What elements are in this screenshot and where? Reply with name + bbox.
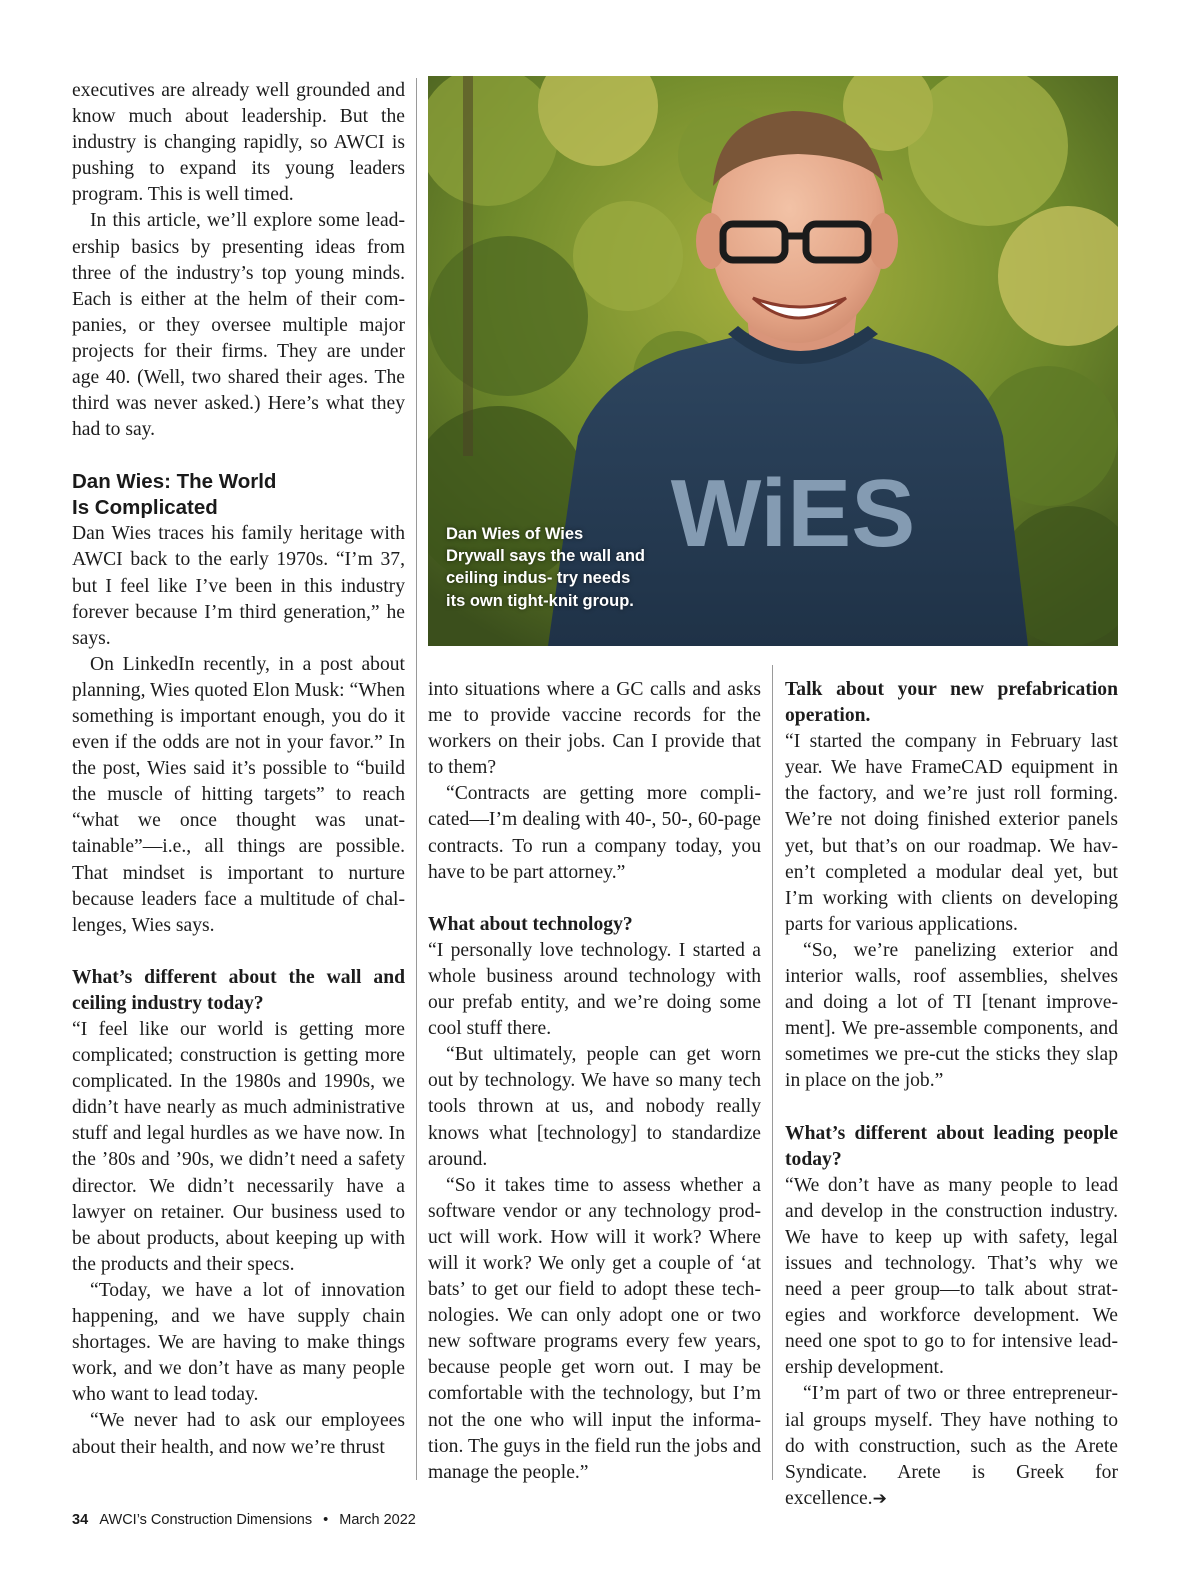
page-number: 34: [72, 1512, 89, 1528]
interview-question: What’s different about leading people today?: [785, 1122, 1118, 1170]
shirt-logo-text: WiES: [670, 460, 916, 567]
body-paragraph: In this article, we’ll explore some leadership basics by presenting ideas from three of the industry’s top young minds. Each is either at the helm of their companies, or they oversee multiple major projects for their firms. They are under age 40. (Well, two shared their ages. The third was never asked.) Here’s what they had to say.: [72, 210, 405, 441]
body-paragraph: “So it takes time to assess whether a software vendor or any technology product will work. How will it work? Where will it work? We only get a couple of ‘at bats’ to get our field to adopt these technologies. We can only adopt one or two new software programs every few years, because people get worn out. I may be comfortable with the technology, but I’m not the one who will input the information. The guys in the field run the jobs and manage the people.”: [428, 1174, 761, 1483]
body-paragraph: “So, we’re panelizing exterior and interior walls, roof assemblies, shelves and doing a lot of TI [tenant improvement]. We pre-assemble components, and sometimes we pre-cut the sticks they slap in place on the job.”: [785, 939, 1118, 1092]
body-paragraph: “Contracts are getting more complicated—I’m dealing with 40-, 50-, 60-page contracts. To run a company today, you have to be part attorney.”: [428, 783, 761, 883]
section-heading: [72, 469, 405, 521]
article-column-2: [428, 677, 761, 1486]
photo-caption: Dan Wies of Wies Drywall says the wall and ceiling indus- try needs its own tight-knit group.: [446, 525, 645, 610]
article-column-3: [785, 677, 1118, 1512]
interview-question: What’s different about the wall and ceiling industry today?: [72, 966, 405, 1014]
body-paragraph: “We don’t have as many people to lead and develop in the construction industry. We have to keep up with safety, legal issues and technology. That’s why we need a peer group—to talk about strategies and workforce development. We need one spot to go to for intensive leadership development.: [785, 1174, 1118, 1379]
body-paragraph: On LinkedIn recently, in a post about planning, Wies quoted Elon Musk: “When something is important enough, you do it even if the odds are not in your favor.” In the post, Wies said it’s possible to “build the muscle of hitting targets” to reach “what we once thought was unattainable”—i.e., all things are possible. That mindset is important to nurture because leaders face a multitude of challenges, Wies says.: [72, 653, 405, 936]
body-paragraph: “I personally love technology. I started a whole business around technology with our prefab entity, and we’re doing some cool stuff there.: [428, 939, 761, 1040]
section-heading-line-1: Dan Wies: The World: [72, 470, 277, 494]
issue-date: March 2022: [339, 1512, 416, 1528]
article-column-1: [72, 78, 405, 1461]
body-paragraph: “Today, we have a lot of innovation happening, and we have supply chain shortages. We are having to make things work, and we don’t have as many people who want to lead today.: [72, 1279, 405, 1406]
body-paragraph: Dan Wies traces his family heritage with AWCI back to the early 1970s. “I’m 37, but I feel like I’ve been in this industry forever because I’m third generation,” he says.: [72, 523, 405, 649]
footer-separator: •: [323, 1512, 329, 1528]
body-paragraph: “We never had to ask our employees about their health, and now we’re thrust: [72, 1410, 405, 1458]
interview-question: What about technology?: [428, 913, 633, 935]
body-paragraph: [785, 1381, 1118, 1511]
interview-question: Talk about your new prefabrication operation.: [785, 679, 1118, 727]
body-paragraph: into situations where a GC calls and asks me to provide vaccine records for the workers on their jobs. Can I provide that to them?: [428, 679, 761, 779]
continue-arrow-icon: ➔: [872, 1488, 887, 1509]
column-divider: [772, 665, 773, 1480]
page-footer: [72, 1512, 416, 1528]
column-divider: [416, 78, 417, 1480]
section-heading-line-2: Is Complicated: [72, 496, 218, 520]
body-paragraph: “I started the company in February last year. We have FrameCAD equipment in the factory, and we’re just roll forming. We’re not doing finished exterior panels yet, but that’s on our roadmap. We haven’t completed a modular deal yet, but I’m working with clients on developing parts for various applications.: [785, 731, 1118, 935]
body-paragraph: “I feel like our world is getting more complicated; construction is getting more complicated. In the 1980s and 1990s, we didn’t have nearly as much administrative stuff and legal hurdles as we have now. In the ’80s and ’90s, we didn’t need a safety director. We didn’t necessarily have a lawyer on retainer. Our business used to be about products, about keeping up with the products and their specs.: [72, 1019, 405, 1275]
body-paragraph: “But ultimately, people can get worn out by technology. We have so many tech tools thrown at us, and nobody really knows what [technology] to standardize around.: [428, 1044, 761, 1170]
body-paragraph: executives are already well grounded and know much about leadership. But the industry is changing rapidly, so AWCI is pushing to expand its young leaders program. This is well timed.: [72, 80, 405, 206]
publication-name: AWCI’s Construction Dimensions: [99, 1512, 313, 1528]
body-paragraph-text: “I’m part of two or three entrepreneurial groups myself. They have nothing to do with construction, such as the Arete Syndicate. Arete is Greek for excellence.: [785, 1383, 1118, 1509]
